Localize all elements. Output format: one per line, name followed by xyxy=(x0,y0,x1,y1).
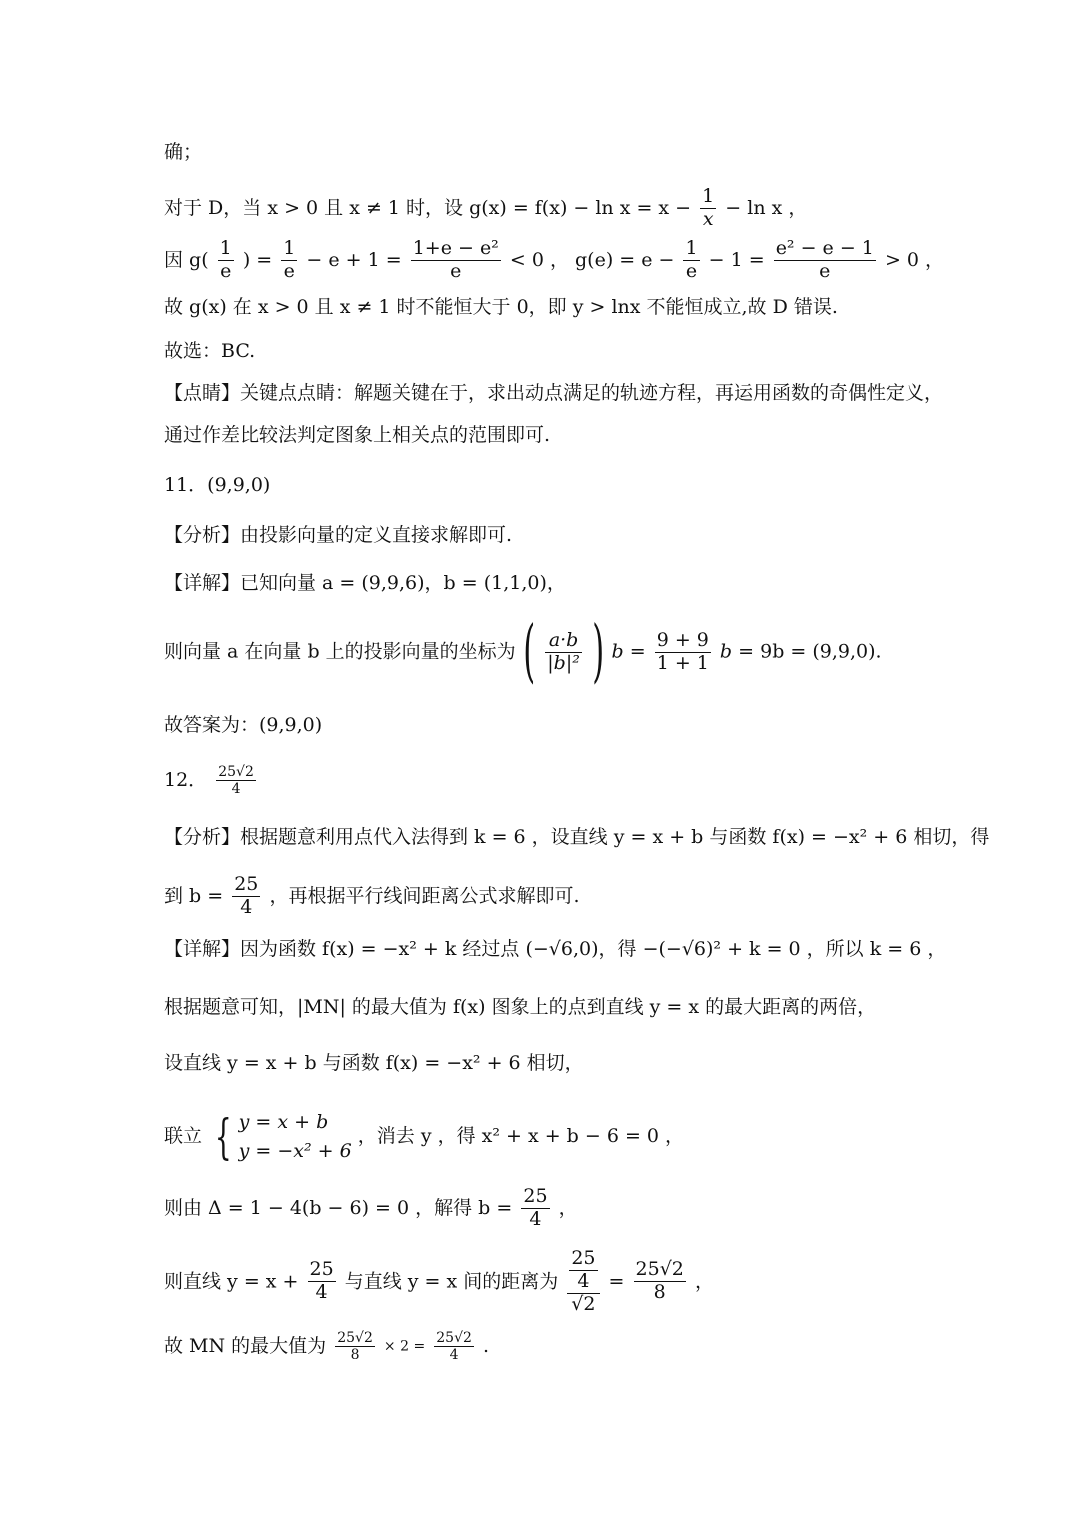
line-9: 【分析】由投影向量的定义直接求解即可. xyxy=(164,524,513,546)
line-4: 故 g(x) 在 x > 0 且 x ≠ 1 时不能恒大于 0，即 y > lnx 不能恒成立,故 D 错误. xyxy=(164,296,838,318)
line-8-answer-11: 11．(9,9,0) xyxy=(164,474,271,496)
fraction-1-over-x: $\frac{1}{x}$ xyxy=(702,185,715,230)
line-2-text: 对于 D，当 x > 0 且 x ≠ 1 时，设 g(x) = f(x) − ln x = x − xyxy=(164,196,692,219)
line-11: 则向量 a 在向量 b 上的投影向量的坐标为 ( $\frac{a\cdot b}{\text{|b|²}}$ ) b = $\frac{9 + 9}{1 + 1}$ b = 9b = (9,9,0). xyxy=(164,612,882,691)
line-1: 确； xyxy=(164,141,203,163)
line-2 xyxy=(164,186,807,231)
line-14: 【分析】根据题意利用点代入法得到 k = 6 ，设直线 y = x + b 与函数 f(x) = −x² + 6 相切，得 xyxy=(164,826,990,848)
line-17: 根据题意可知，|MN| 的最大值为 f(x) 图象上的点到直线 y = x 的最大距离的两倍， xyxy=(164,996,877,1018)
line-5: 故选：BC. xyxy=(164,340,256,362)
line-2-suffix: − ln x ， xyxy=(725,196,808,219)
line-12: 故答案为：(9,9,0) xyxy=(164,714,323,736)
line-6: 【点睛】关键点点睛：解题关键在于，求出动点满足的轨迹方程，再运用函数的奇偶性定义， xyxy=(164,382,944,404)
line-15: 到 b = $\frac{25}{4}$ ，再根据平行线间距离公式求解即可. xyxy=(164,873,580,918)
line-13-answer-12: 12． $\frac{25√2}{4}$ xyxy=(164,764,254,798)
line-19: 联立 { y = x + b y = −x² + 6 ，消去 y ，得 x² + x + b − 6 = 0 ， xyxy=(164,1108,685,1165)
line-22: 故 MN 的最大值为 $\frac{25√2}{8}$ × 2 = $\frac{25√2}{4}$ . xyxy=(164,1330,489,1364)
line-16: 【详解】因为函数 f(x) = −x² + k 经过点 (−√6,0)，得 −(−√6)² + k = 0 ，所以 k = 6 ， xyxy=(164,938,947,960)
line-21: 则直线 y = x + $\frac{25}{4}$ 与直线 y = x 间的距离为 $\frac{\frac{25}{4}}{√2}$ = $\frac{25√2}{8}$ ， xyxy=(164,1247,714,1315)
line-18: 设直线 y = x + b 与函数 f(x) = −x² + 6 相切， xyxy=(164,1052,584,1074)
line-7: 通过作差比较法判定图象上相关点的范围即可. xyxy=(164,424,551,446)
line-3: 因 g( $\frac{1}{e}$ ) = $\frac{1}{e}$ − e + 1 = $\frac{\text{1+e − e²}}{e}$ < 0 ， g(e) = e − $\frac{1}{e}$ − 1 = $\frac{\text{e² − e − 1}}{e}$ > 0 ， xyxy=(164,237,945,282)
line-10: 【详解】已知向量 a = (9,9,6)，b = (1,1,0)， xyxy=(164,572,566,594)
line-20: 则由 Δ = 1 − 4(b − 6) = 0 ，解得 b = $\frac{25}{4}$ ， xyxy=(164,1185,578,1230)
